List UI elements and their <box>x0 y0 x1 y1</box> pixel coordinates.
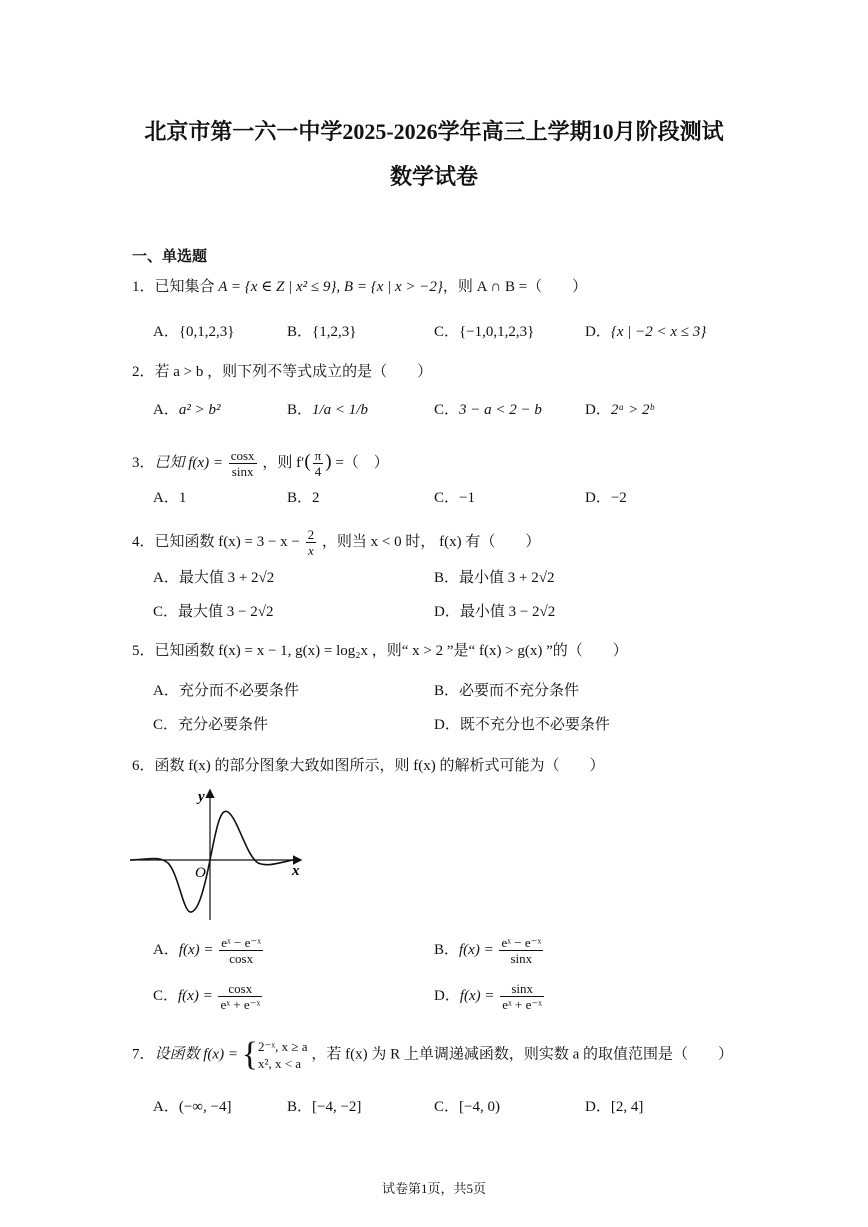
option[interactable]: B．最小值 3 + 2√2 <box>434 570 555 586</box>
x-axis-label: x <box>292 863 300 879</box>
exam-subtitle: 数学试卷 <box>389 164 478 189</box>
option[interactable]: B．f(x) = $\frac{\text{eˣ − e⁻ˣ}}{\sin x}$ <box>434 935 542 966</box>
question-6-stem: 6．函数 f(x) 的部分图象大致如图所示，则 f(x) 的解析式可能为（ ） <box>132 758 605 774</box>
option[interactable]: B．1/a < 1/b <box>287 402 368 418</box>
option[interactable]: D．−2 <box>585 490 627 506</box>
question-7-stem: 7．设函数 f(x) = { 2⁻ˣ, x ≥ a x², x < a ，若 f(x) 为 R 上单调递减函数，则实数 a 的取值范围是（ ） <box>132 1036 733 1073</box>
page-footer: 试卷第1页，共5页 <box>381 1181 486 1196</box>
option[interactable]: A．(−∞, −4] <box>153 1099 232 1115</box>
function-curve <box>130 811 293 912</box>
option[interactable]: D．{x | −2 < x ≤ 3} <box>585 324 707 340</box>
fraction: $\frac{2}{x}$ <box>307 527 315 558</box>
option[interactable]: A．充分而不必要条件 <box>153 683 299 699</box>
piecewise-cases: 2⁻ˣ, x ≥ a x², x < a <box>258 1039 308 1071</box>
option[interactable]: C．{−1,0,1,2,3} <box>434 324 535 340</box>
fraction: $\frac{\pi}{4}$ <box>314 448 322 479</box>
option[interactable]: A．1 <box>153 490 187 506</box>
option[interactable]: B．必要而不充分条件 <box>434 683 580 699</box>
option[interactable]: B．{1,2,3} <box>287 324 357 340</box>
option[interactable]: D．f(x) = $\frac{\sin x}{\text{eˣ + e⁻ˣ}}$ <box>434 981 543 1012</box>
option[interactable]: B．[−4, −2] <box>287 1099 362 1115</box>
function-graph <box>128 785 308 925</box>
option[interactable]: B．2 <box>287 490 320 506</box>
exam-title: 北京市第一六一中学2025-2026学年高三上学期10月阶段测试 <box>144 119 724 144</box>
question-2-stem: 2．若 a > b ，则下列不等式成立的是（ ） <box>132 364 433 380</box>
option[interactable]: D．2ᵃ > 2ᵇ <box>585 402 654 418</box>
option[interactable]: C．[−4, 0) <box>434 1099 500 1115</box>
option[interactable]: D．[2, 4] <box>585 1099 644 1115</box>
option[interactable]: C．−1 <box>434 490 475 506</box>
option[interactable]: A．a² > b² <box>153 402 221 418</box>
question-1-sets: A = {x ∈ Z | x² ≤ 9}, B = {x | x > −2} <box>218 279 443 295</box>
option[interactable]: D．既不充分也不必要条件 <box>434 717 610 733</box>
origin-label: O <box>195 865 206 881</box>
section-heading: 一、单选题 <box>132 249 208 265</box>
option[interactable]: C．f(x) = $\frac{\cos x}{\text{eˣ + e⁻ˣ}}$ <box>153 981 261 1012</box>
question-4-stem: 4．已知函数 f(x) = 3 − x − $\frac{2}{x}$ ，则当 x < 0 时， f(x) 有（ ） <box>132 527 541 558</box>
option[interactable]: C．充分必要条件 <box>153 717 269 733</box>
question-1-stem: 1．已知集合 A = {x ∈ Z | x² ≤ 9}, B = {x | x > −2}，则 A ∩ B =（ ） <box>132 279 588 295</box>
option[interactable]: C．3 − a < 2 − b <box>434 402 542 418</box>
option[interactable]: A．f(x) = $\frac{\text{eˣ − e⁻ˣ}}{\cos x}$ <box>153 935 262 966</box>
option[interactable]: A．最大值 3 + 2√2 <box>153 570 275 586</box>
question-5-stem: 5．已知函数 f(x) = x − 1, g(x) = log₂x ，则“ x > 2 ”是“ f(x) > g(x) ”的（ ） <box>132 643 628 659</box>
option[interactable]: C．最大值 3 − 2√2 <box>153 604 274 620</box>
option[interactable]: A．{0,1,2,3} <box>153 324 235 340</box>
y-axis-label: y <box>198 789 205 805</box>
option[interactable]: D．最小值 3 − 2√2 <box>434 604 556 620</box>
question-3-stem: 3．已知 f(x) = $\frac{\cos x}{\sin x}$ ，则 f′( $\frac{\pi}{4}$ ) =（ ） <box>132 448 389 479</box>
fraction: $\frac{\cos x}{\sin x}$ <box>230 448 255 479</box>
